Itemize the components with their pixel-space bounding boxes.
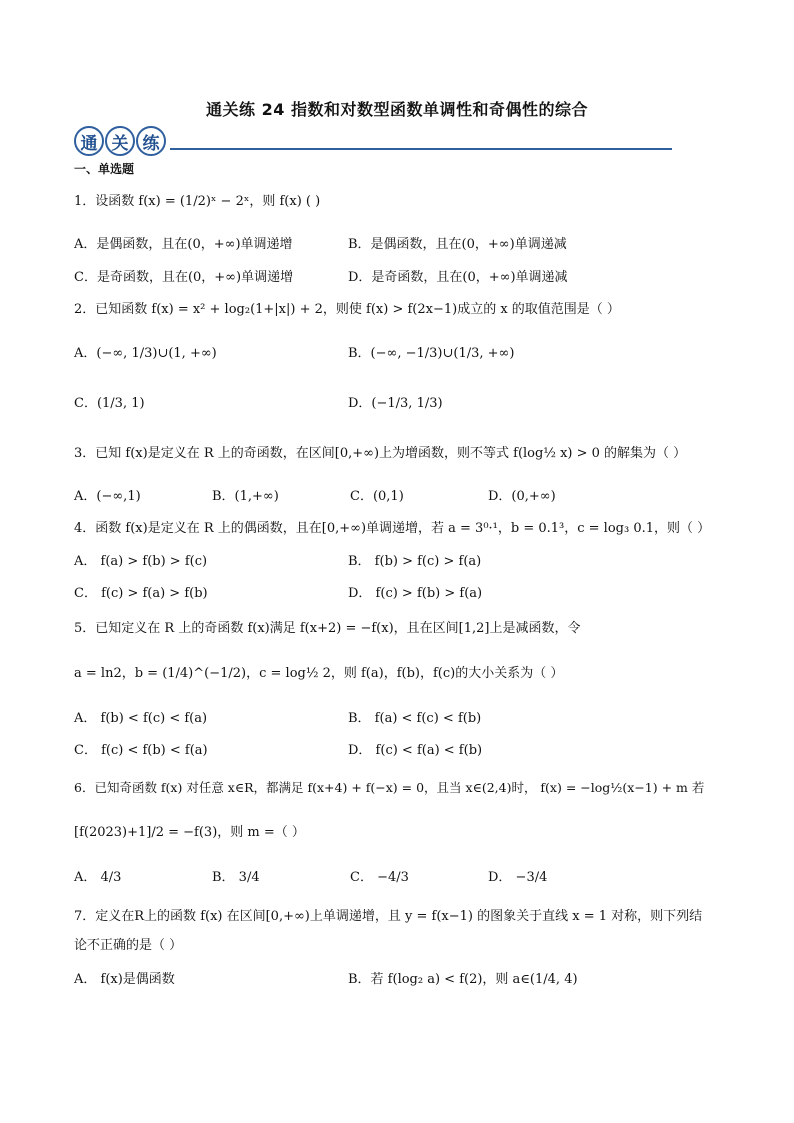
question-2-stem: 2．已知函数 f(x) = x² + log₂(1+|x|) + 2，则使 f(x) > f(2x−1)成立的 x 的取值范围是（ ） (74, 302, 620, 317)
question-6-option-a: A． 4/3 (74, 870, 122, 885)
question-7-option-a: A． f(x)是偶函数 (74, 972, 175, 987)
question-3-option-b: B．(1,+∞) (212, 489, 279, 504)
question-3-option-d: D．(0,+∞) (488, 489, 556, 504)
question-2-option-a: A．(−∞, 1/3)∪(1, +∞) (74, 346, 217, 361)
question-5-stem-continued: a = ln2，b = (1/4)^(−1/2)，c = log½ 2，则 f(a)，f(b)，f(c)的大小关系为（ ） (74, 666, 564, 681)
question-4-option-c: C． f(c) > f(a) > f(b) (74, 586, 208, 601)
title-badge (74, 126, 166, 156)
question-5-option-c: C． f(c) < f(b) < f(a) (74, 743, 208, 758)
question-4-stem: 4．函数 f(x)是定义在 R 上的偶函数，且在[0,+∞)单调递增，若 a = 3⁰·¹，b = 0.1³，c = log₃ 0.1，则（ ） (74, 521, 711, 536)
question-2-option-d: D．(−1/3, 1/3) (348, 396, 443, 411)
question-7-stem: 7．定义在R上的函数 f(x) 在区间[0,+∞)上单调递增，且 y = f(x−1) 的图象关于直线 x = 1 对称，则下列结 (74, 909, 703, 924)
question-5-option-d: D． f(c) < f(a) < f(b) (348, 743, 483, 758)
badge-char: 练 (136, 126, 166, 156)
question-7-option-b: B．若 f(log₂ a) < f(2)，则 a∈(1/4, 4) (348, 972, 578, 987)
question-5-stem: 5．已知定义在 R 上的奇函数 f(x)满足 f(x+2) = −f(x)，且在区间[1,2]上是减函数，令 (74, 621, 581, 636)
question-7-stem-continued: 论不正确的是（ ） (74, 938, 183, 953)
section-heading: 一、单选题 (74, 162, 135, 176)
question-3-option-c: C．(0,1) (350, 489, 404, 504)
question-2-option-b: B．(−∞, −1/3)∪(1/3, +∞) (348, 346, 515, 361)
question-6-stem: 6．已知奇函数 f(x) 对任意 x∈R，都满足 f(x+4) + f(−x) = 0，且当 x∈(2,4)时， f(x) = −log½(x−1) + m 若 (74, 780, 705, 795)
question-1-stem: 1．设函数 f(x) = (1/2)ˣ − 2ˣ，则 f(x) ( ) (74, 194, 321, 209)
question-6-stem-continued: [f(2023)+1]/2 = −f(3)，则 m =（ ） (74, 825, 305, 840)
question-4-option-d: D． f(c) > f(b) > f(a) (348, 586, 483, 601)
question-6-option-d: D． −3/4 (488, 870, 548, 885)
question-2-option-c: C．(1/3, 1) (74, 396, 145, 411)
title-divider (170, 148, 672, 150)
question-1-option-b: B．是偶函数，且在(0，+∞)单调递减 (348, 237, 567, 252)
question-6-option-c: C． −4/3 (350, 870, 409, 885)
question-4-option-b: B． f(b) > f(c) > f(a) (348, 554, 482, 569)
page-title: 通关练 24 指数和对数型函数单调性和奇偶性的综合 (206, 100, 588, 119)
question-4-option-a: A． f(a) > f(b) > f(c) (74, 554, 208, 569)
question-1-option-a: A．是偶函数，且在(0，+∞)单调递增 (74, 237, 293, 252)
question-1-option-c: C．是奇函数，且在(0，+∞)单调递增 (74, 270, 294, 285)
question-5-option-b: B． f(a) < f(c) < f(b) (348, 711, 482, 726)
badge-char: 关 (105, 126, 135, 156)
question-3-stem: 3．已知 f(x)是定义在 R 上的奇函数，在区间[0,+∞)上为增函数，则不等式 f(log½ x) > 0 的解集为（ ） (74, 446, 687, 461)
badge-char: 通 (74, 126, 104, 156)
question-1-option-d: D．是奇函数，且在(0，+∞)单调递减 (348, 270, 568, 285)
question-3-option-a: A．(−∞,1) (74, 489, 141, 504)
question-6-option-b: B． 3/4 (212, 870, 260, 885)
question-5-option-a: A． f(b) < f(c) < f(a) (74, 711, 208, 726)
